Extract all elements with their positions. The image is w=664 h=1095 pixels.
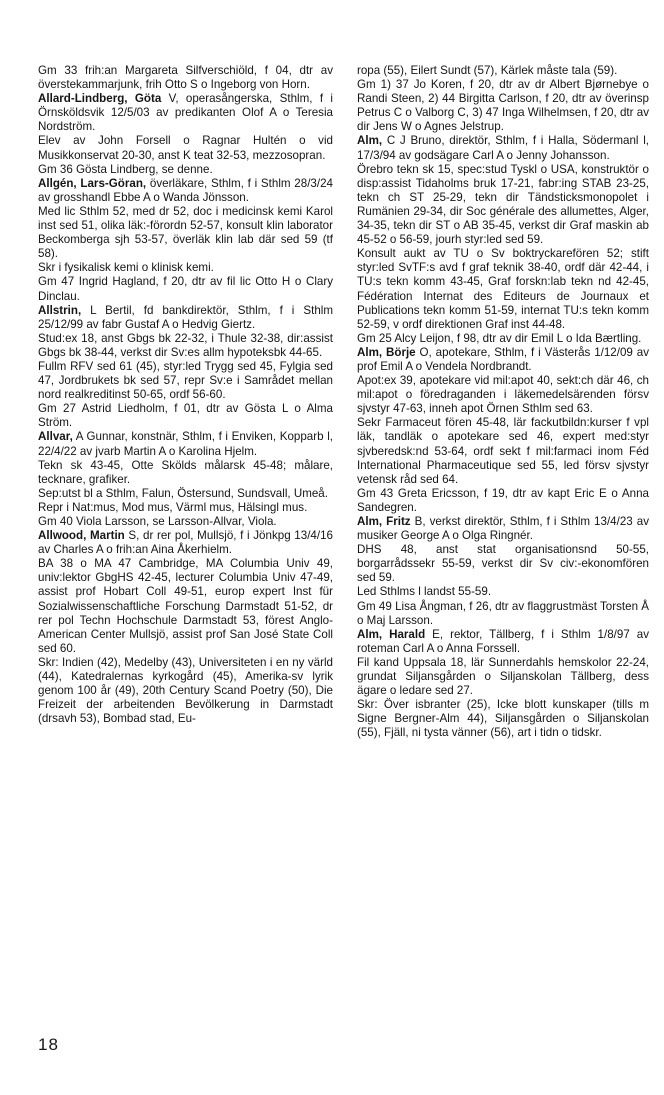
- entry-paragraph: [38, 177, 333, 205]
- entry-text: Elev av John Forsell o Ragnar Hultén o vid Musikkonservat 20-30, anst K teat 32-53, mezzosopran.: [38, 134, 333, 162]
- entry-paragraph: [38, 92, 333, 134]
- entry-paragraph: [38, 529, 333, 557]
- entry-paragraph: [38, 332, 333, 360]
- entry-text: DHS 48, anst stat organisationsnd 50-55, borgarrådssekr 55-59, verkst dir Sv civ:-ekonomfören sed 59.: [357, 543, 649, 585]
- entry-paragraph: [38, 459, 333, 487]
- entry-text: Gm 40 Viola Larsson, se Larsson-Allvar, Viola.: [38, 515, 277, 528]
- entry-paragraph: [357, 163, 649, 248]
- entry-name: Allstrin,: [38, 303, 82, 317]
- entry-text: ropa (55), Eilert Sundt (57), Kärlek måste tala (59).: [357, 64, 618, 77]
- entry-name: Allwood, Martin: [38, 529, 125, 543]
- entry-text: C J Bruno, direktör, Sthlm, f i Halla, Södermanl l, 17/3/94 av godsägare Carl A o Jenny Johansson.: [357, 134, 649, 162]
- entry-text: O, apotekare, Sthlm, f i Västerås 1/12/09 av prof Emil A o Vendela Nordbrandt.: [357, 345, 649, 373]
- entry-text: Stud:ex 18, anst Gbgs bk 22-32, i Thule 32-38, dir:assist Gbgs bk 38-44, verkst dir Sv:es allm hypoteksbk 44-65.: [38, 331, 333, 359]
- entry-text: Apot:ex 39, apotekare vid mil:apot 40, sekt:ch där 46, ch mil:apot o föredraganden i läkemedelsärenden försv sjvstyr 47-63, inneh apot Örnen Sthlm sed 63.: [357, 374, 649, 416]
- entry-paragraph: [38, 64, 333, 92]
- left-column: [38, 64, 333, 726]
- entry-name: Alm, Fritz: [357, 515, 411, 528]
- entry-paragraph: [38, 430, 333, 458]
- entry-paragraph: [357, 416, 649, 486]
- entry-text: A Gunnar, konstnär, Sthlm, f i Enviken, Kopparb l, 22/4/22 av jvarb Martin A o Karolina Hjelm.: [38, 430, 333, 458]
- entry-paragraph: [357, 585, 649, 599]
- entry-text: Fil kand Uppsala 18, lär Sunnerdahls hemskolor 22-24, grundat Siljansgården o Siljanskolan Tällberg, dess ägare o ledare sed 27.: [357, 655, 649, 698]
- right-column: [357, 64, 649, 741]
- entry-text: Skr i fysikalisk kemi o klinisk kemi.: [38, 261, 214, 275]
- entry-paragraph: [357, 698, 649, 740]
- entry-text: Skr: Indien (42), Medelby (43), Universiteten i en ny värld (44), Katedralernas kyrkogård (45), Amerika-sv lyrik genom 100 år (49), 20th Century Scand Poetry (50), Die Freizeit der arbeitenden Bevölkerung in Darmstadt (drsavh 53), Bombad stad, Eu-: [38, 655, 333, 726]
- entry-text: Fullm RFV sed 61 (45), styr:led Trygg sed 45, Fylgia sed 47, Jordbrukets bk sed 57, repr Sv:e i Samrådet mellan nord realkreditinst 50-65, ordf 56-60.: [38, 359, 333, 402]
- entry-name: Allgén, Lars-Göran,: [38, 176, 147, 190]
- entry-text: Gm 43 Greta Ericsson, f 19, dtr av kapt Eric E o Anna Sandegren.: [357, 486, 649, 514]
- entry-paragraph: [357, 487, 649, 515]
- entry-text: Konsult aukt av TU o Sv boktryckarefören 52; stift styr:led SvTF:s avd f graf teknik 38-40, ordf där 42-44, i TU:s tekn komm 43-45, Graf forskn:lab tekn nd 42-45, Fédération Internat des Editeurs de Journaux et Publications tekn komm 51-59, internat TU:s tekn komm 52-59, v ordf direktionen Graf inst 44-48.: [357, 247, 649, 331]
- entry-paragraph: [38, 402, 333, 430]
- entry-text: Led Sthlms l landst 55-59.: [357, 585, 492, 599]
- entry-paragraph: [38, 501, 333, 515]
- entry-name: Alm, Börje: [357, 345, 416, 359]
- entry-text: Tekn sk 43-45, Otte Skölds målarsk 45-48; målare, tecknare, grafiker.: [38, 458, 333, 486]
- entry-text: Skr: Över isbranter (25), Icke blott kunskaper (tills m Signe Bergner-Alm 44), Siljansgården o Siljanskolan (55), Fjäll, ni tysta vänner (56), art i tidn o tidskr.: [357, 698, 649, 740]
- entry-name: Alm,: [357, 134, 383, 148]
- entry-text: Gm 1) 37 Jo Koren, f 20, dtr av dr Albert Bjørnebye o Randi Steen, 2) 44 Birgitta Carlson, f 20, dtr av överinsp Petrus C o Valborg C, 3) 47 Inga Wilhelmsen, f 20, dtr av dir Jens W o Agnes Jelstrup.: [357, 78, 649, 134]
- entry-paragraph: [38, 261, 333, 275]
- entry-text: L Bertil, fd bankdirektör, Sthlm, f i Sthlm 25/12/99 av fabr Gustaf A o Hedvig Giertz.: [38, 303, 333, 331]
- entry-text: Gm 49 Lisa Ångman, f 26, dtr av flaggrustmäst Torsten Å o Maj Larsson.: [357, 599, 649, 627]
- entry-paragraph: [357, 346, 649, 374]
- entry-paragraph: [38, 134, 333, 162]
- entry-paragraph: [38, 275, 333, 303]
- entry-paragraph: [357, 374, 649, 416]
- entry-paragraph: [357, 515, 649, 543]
- entry-text: BA 38 o MA 47 Cambridge, MA Columbia Univ 49, univ:lektor GbgHS 42-45, lecturer Columbia Univ 47-49, assist prof Hobart Coll 49-51, europ expert Inst für Sozialwissenschaftliche Forschung Darmstadt 51-52, dr rer pol Techn Hochschule Darmstadt 53, förest Anglo-American Center Mullsjö, assist prof San José State Coll sed 60.: [38, 557, 333, 655]
- entry-text: Gm 27 Astrid Liedholm, f 01, dtr av Gösta L o Alma Ström.: [38, 402, 333, 430]
- entry-paragraph: [38, 360, 333, 402]
- entry-paragraph: [357, 247, 649, 332]
- entry-text: E, rektor, Tällberg, f i Sthlm 1/8/97 av roteman Carl A o Anna Forssell.: [357, 627, 649, 655]
- page-number: 18: [38, 1035, 59, 1054]
- entry-text: Örebro tekn sk 15, spec:stud Tyskl o USA, konstruktör o disp:assist Tidaholms bruk 17-21, fabr:ing STAB 23-25, tekn ch ST 25-29, tekn dir Tändsticksmonopolet i Rumänien 29-34, dir Soc générale des allumettes, Alger, 34-35, tekn dir ST o AB 35-45, verkst dir Graf maskin ab 45-52 o 56-59, jourh styr:led sed 59.: [357, 162, 649, 247]
- entry-paragraph: [357, 600, 649, 628]
- entry-paragraph: [357, 543, 649, 585]
- entry-text: B, verkst direktör, Sthlm, f i Sthlm 13/4/23 av musiker George A o Olga Ringnér.: [357, 515, 649, 543]
- entry-paragraph: [357, 628, 649, 656]
- entry-text: Sep:utst bl a Sthlm, Falun, Östersund, Sundsvall, Umeå.: [38, 486, 328, 500]
- entry-paragraph: [38, 304, 333, 332]
- entry-name: Alm, Harald: [357, 627, 426, 641]
- entry-paragraph: [38, 163, 333, 177]
- entry-text: överläkare, Sthlm, f i Sthlm 28/3/24 av grosshandl Ebbe A o Wanda Jönsson.: [38, 176, 333, 204]
- entry-paragraph: [38, 515, 333, 529]
- entry-text: Med lic Sthlm 52, med dr 52, doc i medicinsk kemi Karol inst sed 51, olika läk:-förordn 52-57, konsult klin laborator Beckomberga sjh 53-57, överläk klin lab där sed 59 (tf 58).: [38, 204, 333, 261]
- entry-paragraph: [38, 487, 333, 501]
- entry-paragraph: [38, 557, 333, 656]
- entry-text: V, operasångerska, Sthlm, f i Örnsköldsvik 12/5/03 av predikanten Olof A o Teresia Nordström.: [38, 92, 333, 134]
- entry-paragraph: [357, 134, 649, 162]
- entry-paragraph: [357, 332, 649, 346]
- entry-paragraph: [357, 64, 649, 78]
- entry-text: Sekr Farmaceut fören 45-48, lär fackutbildn:kurser f vpl läk, tandläk o apotekare sed 46, expert med:styr sjvberedsk:nd 53-64, ordf sekt f mil:farmaci inom Féd International Pharmaceutique sed 55, led försv sjvstyr vetensk råd sed 64.: [357, 416, 649, 486]
- entry-paragraph: [357, 78, 649, 134]
- entry-paragraph: [357, 656, 649, 698]
- entry-paragraph: [38, 205, 333, 261]
- entry-name: Allard-Lindberg, Göta: [38, 92, 162, 106]
- entry-text: Gm 36 Gösta Lindberg, se denne.: [38, 162, 213, 176]
- entry-paragraph: [38, 656, 333, 726]
- entry-text: Gm 25 Alcy Leijon, f 98, dtr av dir Emil L o Ida Bærtling.: [357, 331, 642, 345]
- entry-text: Gm 47 Ingrid Hagland, f 20, dtr av fil lic Otto H o Clary Dinclau.: [38, 275, 333, 303]
- entry-text: S, dr rer pol, Mullsjö, f i Jönkpg 13/4/16 av Charles A o frih:an Aina Åkerhielm.: [38, 529, 333, 557]
- entry-text: Repr i Nat:mus, Mod mus, Värml mus, Hälsingl mus.: [38, 500, 308, 514]
- entry-text: Gm 33 frih:an Margareta Silfverschiöld, f 04, dtr av överstekammarjunk, frih Otto S o Ingeborg von Horn.: [38, 64, 333, 92]
- entry-name: Allvar,: [38, 430, 73, 444]
